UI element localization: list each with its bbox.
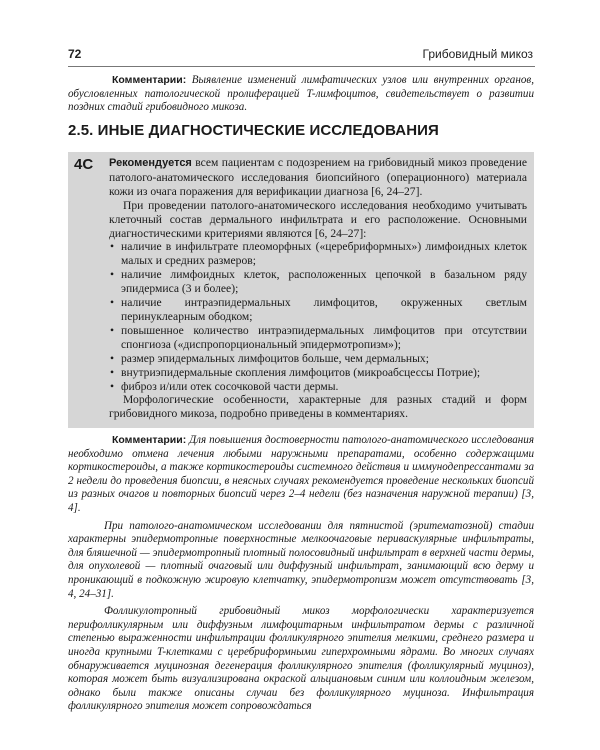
recommendation-para2: При проведении патолого-анатомического исследования необходимо учитывать клеточный состав дермального инфильтрата и его расположение. Основными диагностическими критериями являются [6, 24–27]: [109,198,527,240]
evidence-grade-badge: 4C [74,156,94,173]
comment-paragraph [68,434,534,516]
comment-paragraph-top [68,74,534,115]
recommendation-intro-text: всем пациентам с подозрением на грибовидный микоз проведение патолого-анатомического исследования биопсийного (операционного) материала кожи из очага поражения для верификации диагноза [6, 24–27]. [109,156,527,198]
comment-text: Выявление изменений лимфатических узлов или внутренних органов, обусловленных патологической пролиферацией T-лимфоцитов, свидетельствует о развитии поздних стадий грибовидного микоза. [68,74,534,114]
comment-text: Для повышения достоверности патолого-анатомического исследования необходимо отмена лечения любыми наружными препаратами, особенно содержащими кортикостероиды, а также кортикостероиды системного действия и иммунодепрессантами за 2 недели до проведения биопсии, в неясных случаях рекомендуется проведение нескольких биопсий из разных очагов и повторных биопсий через 2–4 недели (без назначения наружной терапии) [3, 4]. [68,434,534,514]
comment-lead: Комментарии: [112,74,187,86]
criteria-item: • внутриэпидермальные скопления лимфоцитов (микроабсцессы Потрие); [109,366,527,380]
criteria-item: • повышенное количество интраэпидермальных лимфоцитов при отсутствии спонгиоза («диспропорциональный эпидермотропизм»); [109,324,527,352]
recommendation-intro [109,156,527,199]
comment-paragraph: Фолликулотропный грибовидный микоз морфологически характеризуется перифолликулярным или диффузным лимфоцитарным инфильтратом дермы с различной степенью выраженности инфильтрации фолликулярного эпителия мелкими, среднего размера и иногда крупными T-клетками с церебриформными гиперхромными ядрами. Во многих случаях обнаруживается муцинозная дегенерация фолликулярного эпителия (фолликулярный муциноз), которая может быть визуализирована окраской альциановым синим или коллоидным железом, однако были также описаны случаи без фолликулярного муциноза. Инфильтрация фолликулярного эпителия может сопровождаться [68,605,534,713]
running-title: Грибовидный микоз [422,47,533,61]
criteria-item: • наличие интраэпидермальных лимфоцитов, окруженных светлым перинуклеарным ободком; [109,296,527,324]
comment-paragraph: При патолого-анатомическом исследовании для пятнистой (эритематозной) стадии характерны эпидермотропные поверхностные мелкоочаговые периваскулярные инфильтраты, для бляшечной — эпидермотропный плотный полосовидный инфильтрат в верхней части дермы, для опухолевой — плотный очаговый или диффузный инфильтрат, занимающий всю дерму и проникающий в подкожную жировую клетчатку, эпидермотропизм может отсутствовать [3, 4, 24–31]. [68,519,534,600]
comment-lead: Комментарии: [112,434,187,446]
criteria-item: • фиброз и/или отек сосочковой части дермы. [109,380,527,394]
running-header [68,44,535,67]
criteria-item: • размер эпидермальных лимфоцитов больше, чем дермальных; [109,352,527,366]
criteria-list [109,240,527,393]
section-heading: 2.5. ИНЫЕ ДИАГНОСТИЧЕСКИЕ ИССЛЕДОВАНИЯ [68,122,439,139]
comment-block-bottom [68,434,534,714]
page-number: 72 [68,47,82,61]
criteria-item: • наличие в инфильтрате плеоморфных («церебриформных») лимфоидных клеток малых и средних размеров; [109,240,527,268]
recommendation-closing: Морфологические особенности, характерные для разных стадий и форм грибовидного микоза, подробно приведены в комментариях. [109,393,527,421]
recommendation-text [109,156,527,421]
criteria-item: • наличие лимфоидных клеток, расположенных цепочкой в базальном ряду эпидермиса (3 и более); [109,268,527,296]
recommendation-lead: Рекомендуется [109,157,192,169]
recommendation-box [68,152,534,428]
